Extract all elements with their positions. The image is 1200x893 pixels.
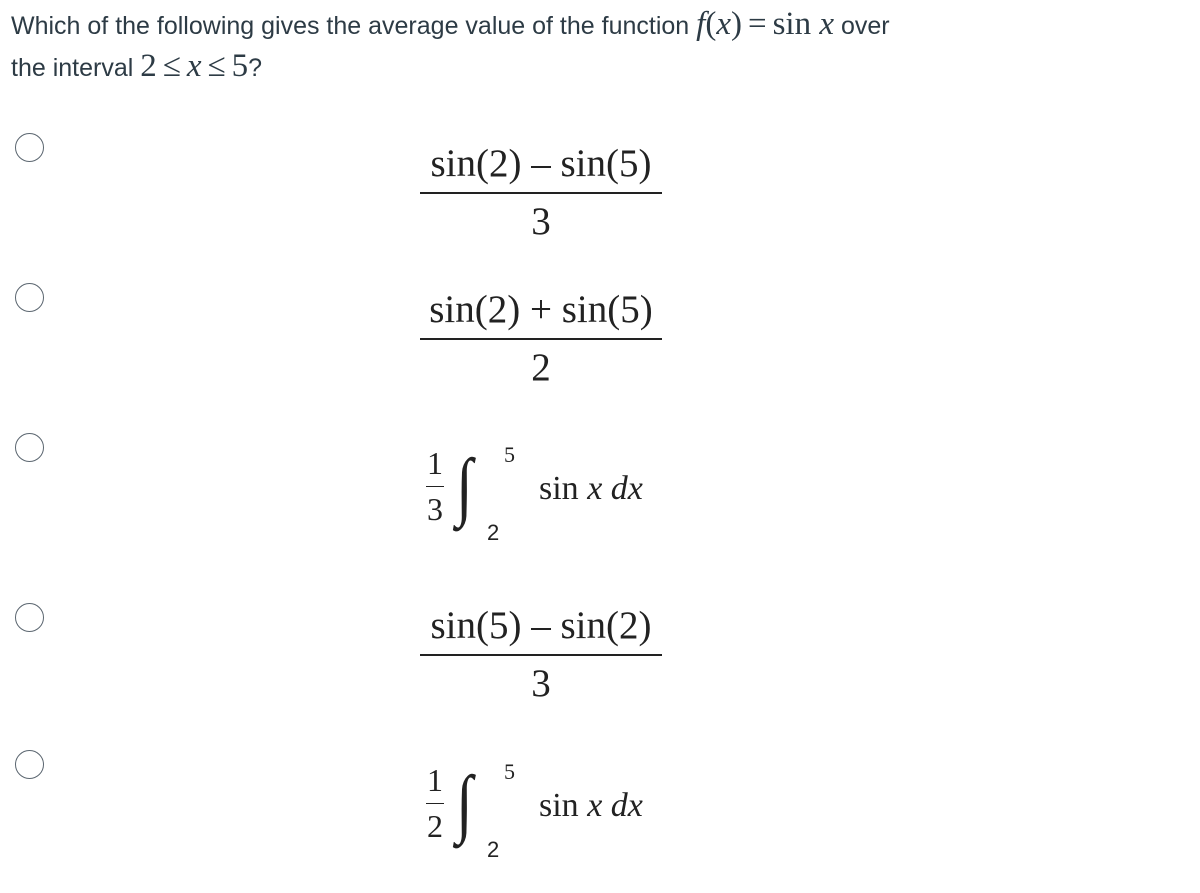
option-4-fraction <box>420 602 662 708</box>
fraction-bar <box>420 192 662 194</box>
option-4-numerator: sin(5) – sin(2) <box>430 604 652 647</box>
answer-option-3[interactable] <box>0 430 1200 560</box>
question-prefix: Which of the following gives the average value of the function <box>11 12 690 40</box>
coefficient-numerator: 1 <box>427 445 443 481</box>
question-mark: ? <box>248 54 263 82</box>
answer-option-2[interactable] <box>0 280 1200 410</box>
integral-lower-limit: 2 <box>487 837 500 862</box>
option-3-integral <box>422 444 672 554</box>
answer-option-4[interactable] <box>0 600 1200 730</box>
function-expression: f(x) = sin x <box>696 6 835 42</box>
option-2-fraction <box>420 286 662 392</box>
integral-upper-limit: 5 <box>504 442 515 467</box>
coefficient-denominator: 3 <box>427 491 443 527</box>
question-text <box>11 4 1191 88</box>
integrand: sin x dx <box>539 787 643 824</box>
option-5-integral <box>422 761 672 871</box>
option-1-numerator: sin(2) – sin(5) <box>430 142 652 185</box>
radio-button-option-2[interactable] <box>15 283 44 312</box>
coefficient-bar <box>426 803 444 804</box>
answer-option-5[interactable] <box>0 747 1200 877</box>
question-line-2 <box>11 46 1191 88</box>
integral-upper-limit: 5 <box>504 759 515 784</box>
coefficient-bar <box>426 486 444 487</box>
interval-expression: 2 ≤ x ≤ 5 <box>140 48 249 84</box>
integral-sign: ∫ <box>456 761 473 845</box>
option-2-denominator: 2 <box>531 345 551 389</box>
option-1-fraction <box>420 140 662 246</box>
integral-sign: ∫ <box>456 444 473 528</box>
radio-button-option-3[interactable] <box>15 433 44 462</box>
radio-button-option-4[interactable] <box>15 603 44 632</box>
coefficient-denominator: 2 <box>427 808 443 844</box>
coefficient-numerator: 1 <box>427 762 443 798</box>
answer-option-1[interactable] <box>0 130 1200 260</box>
radio-button-option-1[interactable] <box>15 133 44 162</box>
interval-label: the interval <box>11 54 134 82</box>
fraction-bar <box>420 338 662 340</box>
radio-button-option-5[interactable] <box>15 750 44 779</box>
integrand: sin x dx <box>539 470 643 507</box>
integral-lower-limit: 2 <box>487 520 500 545</box>
option-4-denominator: 3 <box>531 661 551 705</box>
question-line-1 <box>11 4 1191 46</box>
fraction-bar <box>420 654 662 656</box>
option-2-numerator: sin(2) + sin(5) <box>429 288 653 331</box>
option-1-denominator: 3 <box>531 199 551 243</box>
question-over: over <box>840 12 890 40</box>
